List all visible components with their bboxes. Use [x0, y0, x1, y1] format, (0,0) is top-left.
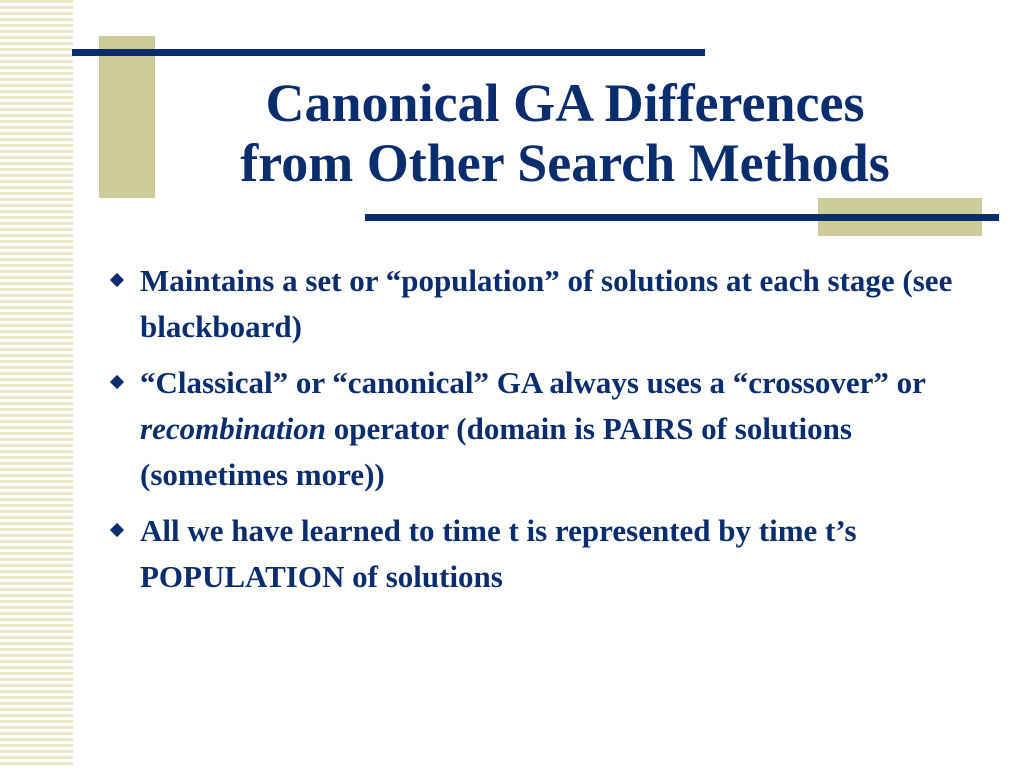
bottom-accent-line [365, 214, 999, 221]
top-accent-block [99, 36, 155, 198]
bullet-text-before: “Classical” or “canonical” GA always uses a “crossover” or [140, 365, 926, 400]
bullet-text [140, 365, 925, 492]
bullet-item-learning [104, 508, 964, 600]
slide-title-line-2: from Other Search Methods [240, 133, 890, 193]
bullet-text-after: operator (domain is PAIRS of solutions (sometimes more)) [140, 411, 852, 492]
bullet-text: All we have learned to time t is represented by time t’s POPULATION of solutions [140, 513, 857, 594]
diamond-bullet-icon [110, 523, 124, 537]
diamond-bullet-icon [110, 273, 124, 287]
left-stripe-decoration [0, 0, 73, 768]
slide-title [160, 73, 970, 193]
bullet-text: Maintains a set or “population” of solutions at each stage (see blackboard) [140, 263, 953, 344]
bullet-list [104, 258, 964, 610]
bullet-text-italic: recombination [140, 411, 327, 446]
bullet-item-population [104, 258, 964, 350]
top-accent-line [72, 49, 705, 56]
diamond-bullet-icon [110, 375, 124, 389]
slide-title-line-1: Canonical GA Differences [265, 73, 865, 133]
bullet-item-crossover [104, 360, 964, 498]
